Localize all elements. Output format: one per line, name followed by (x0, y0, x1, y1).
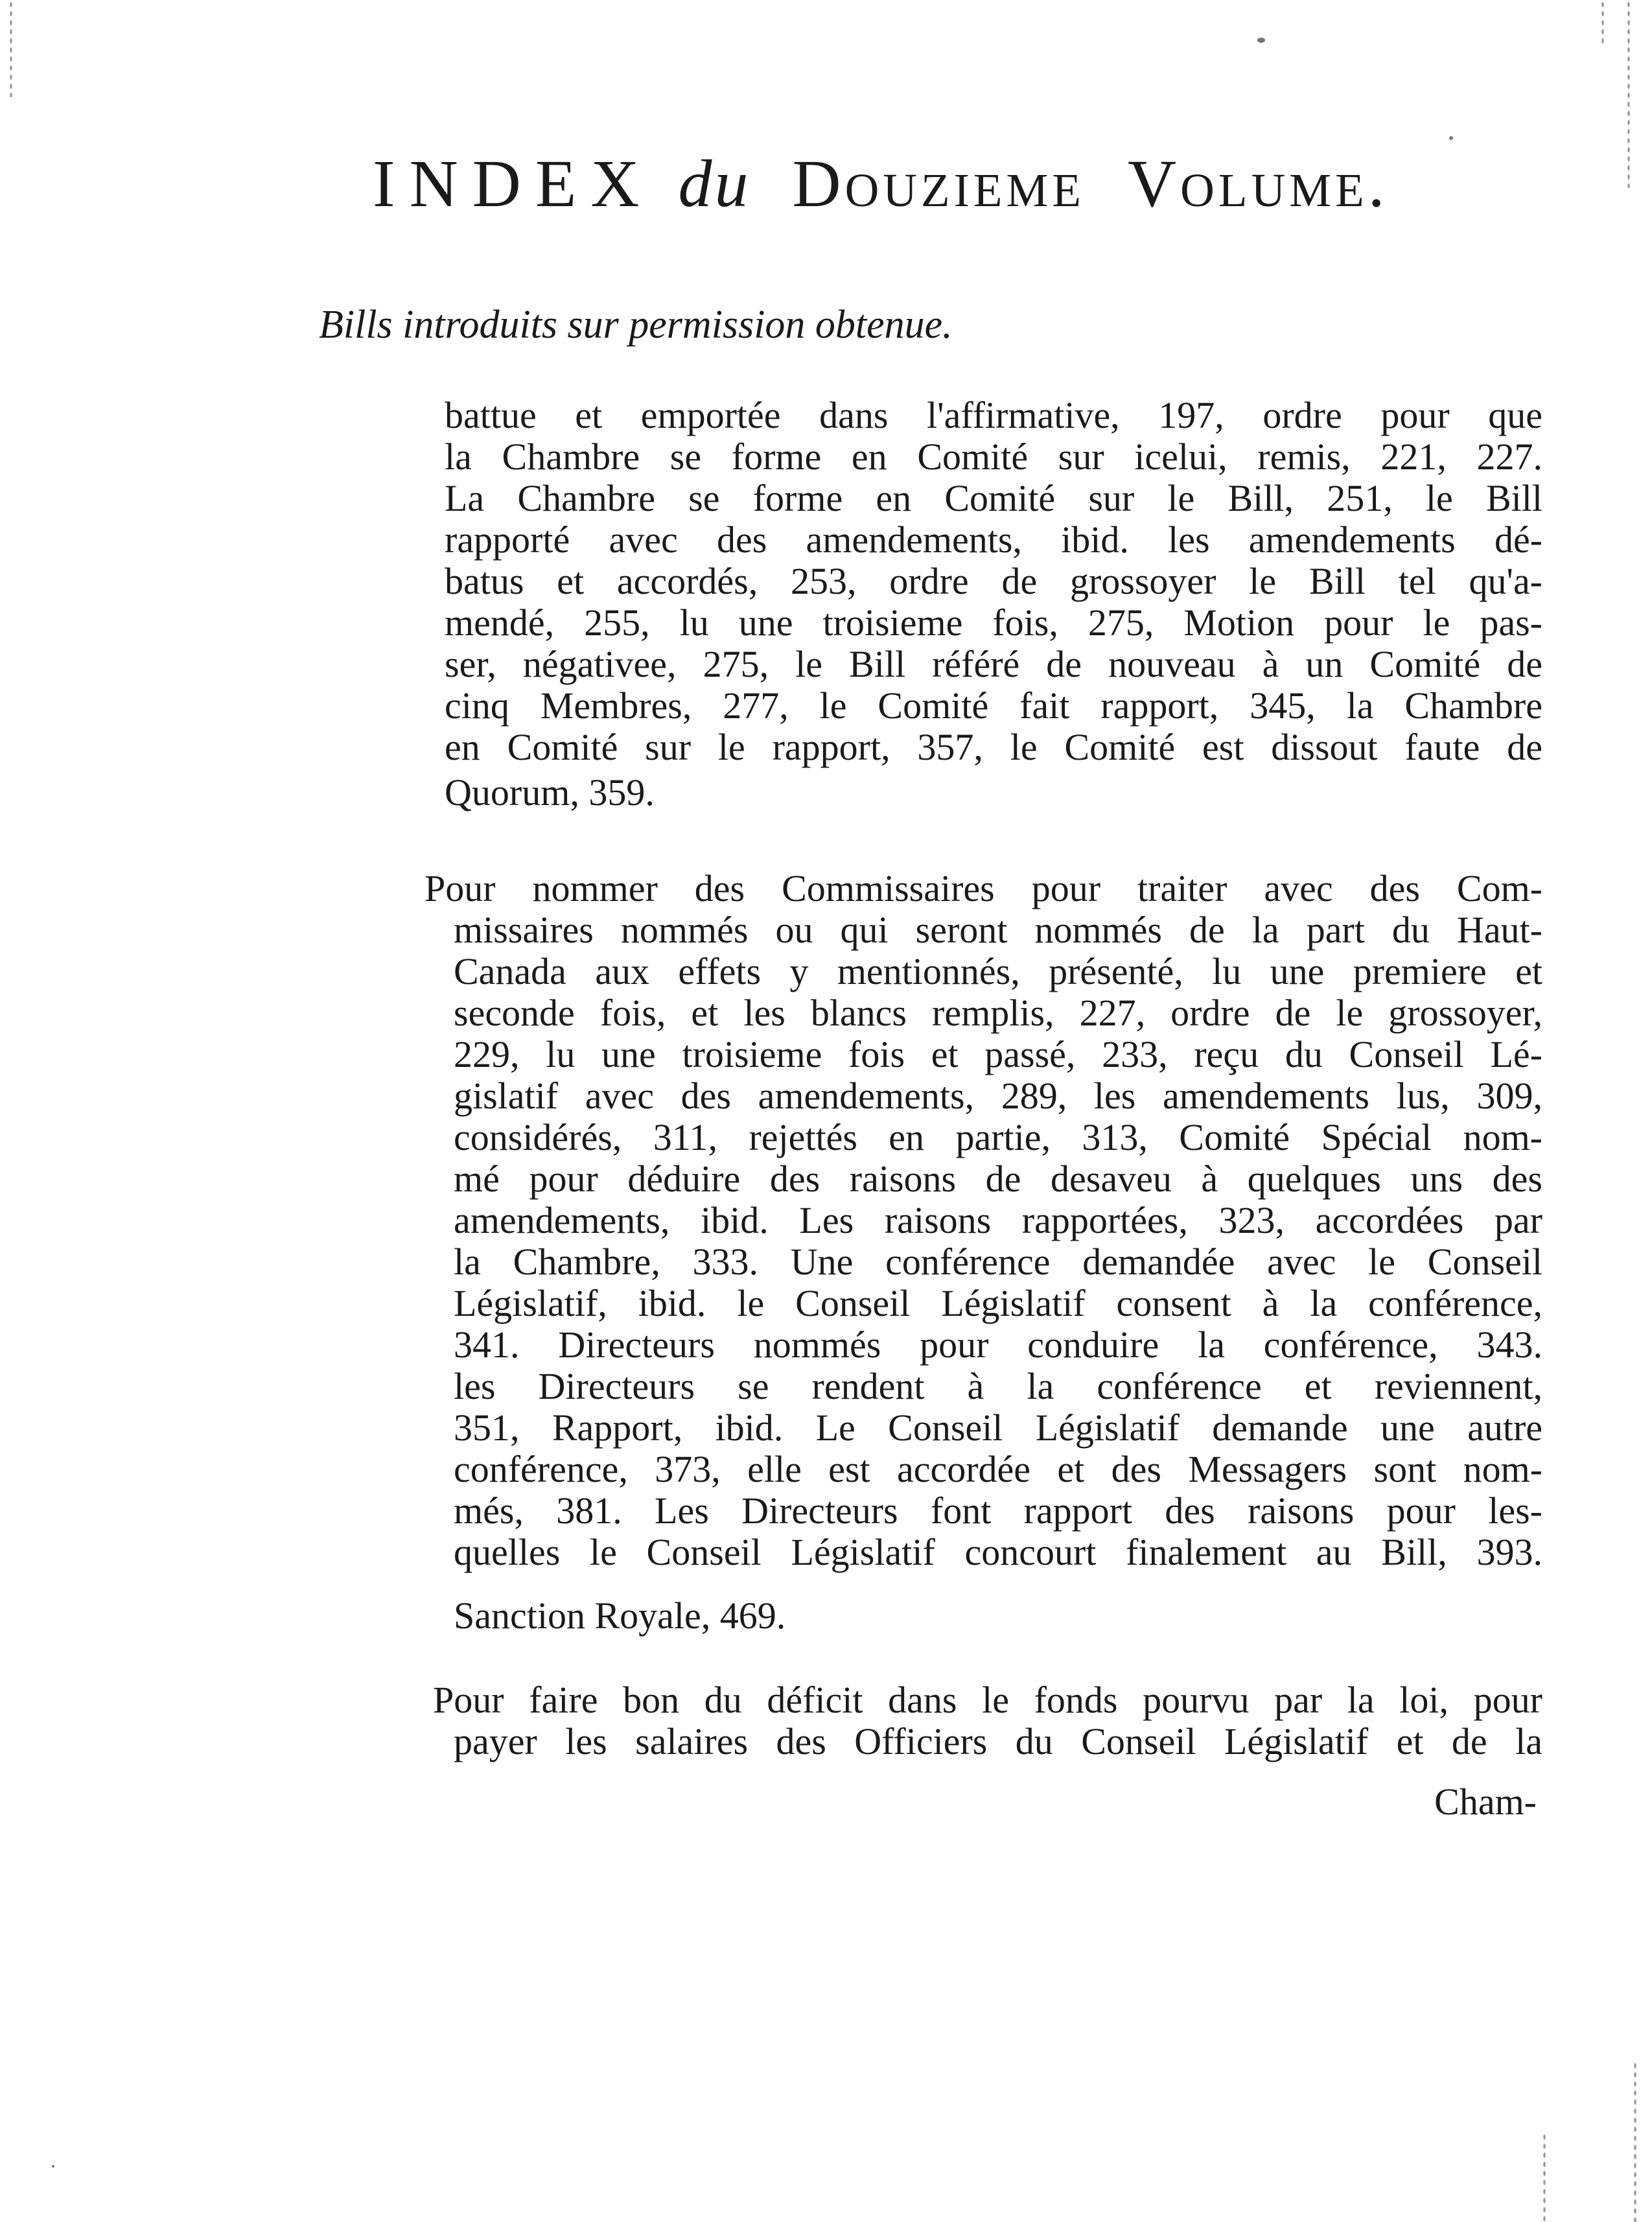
scan-edge-mark (1601, 0, 1605, 45)
entry-line: conférence, 373, elle est accordée et des Messagers sont nom- (454, 1448, 1542, 1490)
entry-line: Pour nommer des Commissaires pour traiter avec des Com- (425, 867, 1542, 909)
ink-speck (52, 2165, 54, 2168)
title-word-index: INDEX (373, 146, 654, 221)
entry-line: més, 381. Les Directeurs font rapport des raisons pour les- (454, 1490, 1542, 1532)
entry-line: les Directeurs se rendent à la conférence et reviennent, (454, 1365, 1542, 1407)
entry-line: 341. Directeurs nommés pour conduire la conférence, 343. (454, 1324, 1542, 1366)
entry-line: battue et emportée dans l'affirmative, 197, ordre pour que (445, 394, 1542, 436)
scan-edge-mark (1633, 2061, 1637, 2222)
scan-edge-mark (9, 0, 13, 97)
entry-line: cinq Membres, 277, le Comité fait rapport, 345, la Chambre (445, 684, 1542, 727)
entry-line: missaires nommés ou qui seront nommés de la part du Haut- (454, 909, 1542, 951)
title-word-volume: Volume. (1128, 146, 1389, 221)
entry-line: mé pour déduire des raisons de desaveu à quelques uns des (454, 1158, 1542, 1200)
entry-line: 229, lu une troisieme fois et passé, 233, reçu du Conseil Lé- (454, 1033, 1542, 1075)
entry-line: Canada aux effets y mentionnés, présenté, lu une premiere et (454, 950, 1542, 992)
ink-speck (1257, 38, 1265, 43)
entry-line: gislatif avec des amendements, 289, les amendements lus, 309, (454, 1075, 1542, 1117)
entry-line: en Comité sur le rapport, 357, le Comité est dissout faute de (445, 726, 1542, 768)
entry-line: Législatif, ibid. le Conseil Législatif consent à la conférence, (454, 1282, 1542, 1324)
entry-line: Sanction Royale, 469. (454, 1595, 786, 1637)
entry-line: payer les salaires des Officiers du Conseil Législatif et de la (454, 1720, 1542, 1762)
entry-line: 351, Rapport, ibid. Le Conseil Législatif demande une autre (454, 1407, 1542, 1449)
scan-edge-mark (1542, 2133, 1546, 2222)
entry-line: rapporté avec des amendements, ibid. les amendements dé- (445, 519, 1542, 561)
entry-line: batus et accordés, 253, ordre de grossoyer le Bill tel qu'a- (445, 560, 1542, 602)
entry-line: La Chambre se forme en Comité sur le Bill, 251, le Bill (445, 477, 1542, 519)
ink-speck (1449, 136, 1453, 140)
catchword: Cham- (1434, 1781, 1537, 1823)
entry-line: la Chambre, 333. Une conférence demandée avec le Conseil (454, 1241, 1542, 1283)
entry-line: ser, négativee, 275, le Bill référé de nouveau à un Comité de (445, 643, 1542, 685)
section-heading: Bills introduits sur permission obtenue. (319, 303, 953, 347)
page-title (373, 146, 1539, 221)
scan-edge-mark (1627, 0, 1631, 188)
entry-line: Pour faire bon du déficit dans le fonds pourvu par la loi, pour (433, 1679, 1542, 1721)
entry-line: quelles le Conseil Législatif concourt finalement au Bill, 393. (454, 1531, 1542, 1573)
entry-line: amendements, ibid. Les raisons rapportées, 323, accordées par (454, 1199, 1542, 1241)
entry-line: seconde fois, et les blancs remplis, 227, ordre de le grossoyer, (454, 992, 1542, 1034)
entry-line: la Chambre se forme en Comité sur icelui, remis, 221, 227. (445, 436, 1542, 478)
entry-line: Quorum, 359. (445, 771, 655, 813)
title-word-du: du (678, 146, 751, 221)
entry-line: mendé, 255, lu une troisieme fois, 275, Motion pour le pas- (445, 602, 1542, 644)
title-word-douzieme: Douzieme (792, 146, 1086, 221)
entry-line: considérés, 311, rejettés en partie, 313, Comité Spécial nom- (454, 1116, 1542, 1158)
